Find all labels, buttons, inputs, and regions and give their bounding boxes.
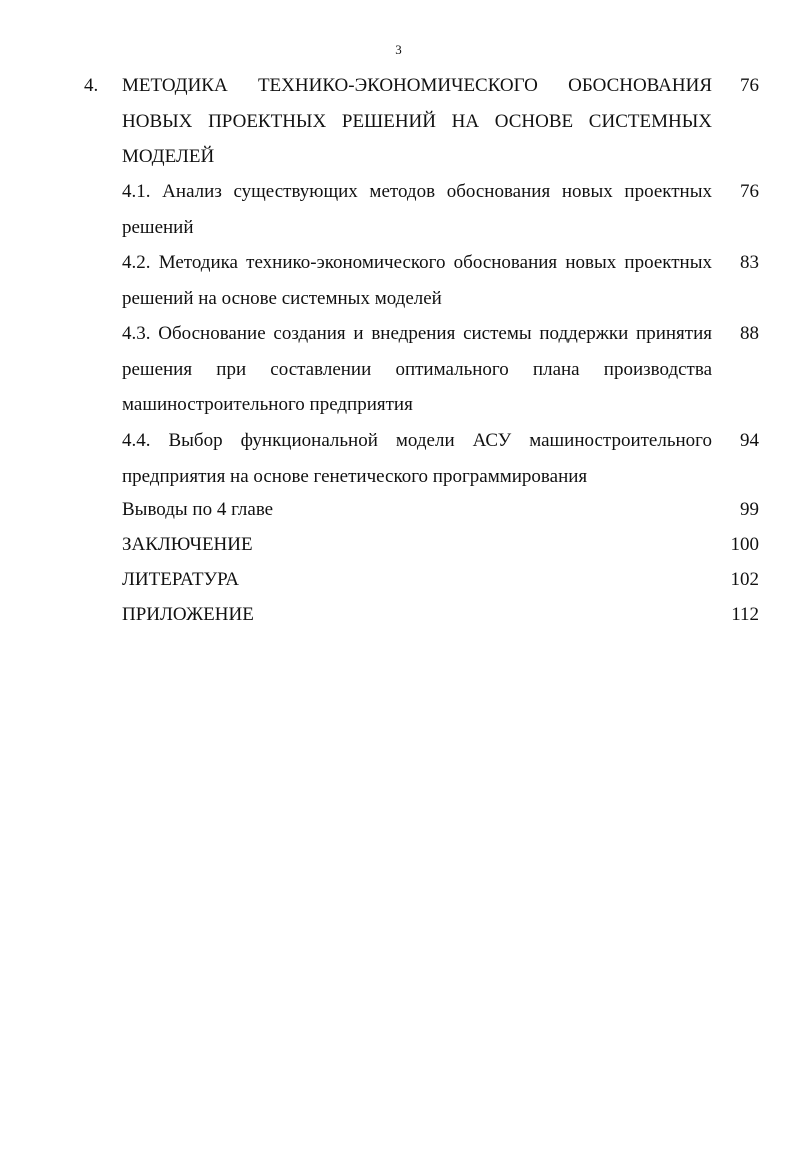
section-page: 83: [740, 252, 759, 273]
section-page: 88: [740, 323, 759, 344]
section-title: 4.3. Обоснование создания и внедрения системы поддержки принятия решения при составлении оптимального плана производства машиностроительного предприятия: [122, 323, 712, 415]
entry-page: 112: [731, 604, 759, 625]
entry-title: Выводы по 4 главе: [122, 499, 274, 520]
section-title: 4.1. Анализ существующих методов обоснования новых проектных решений: [122, 181, 712, 238]
chapter-page: 76: [740, 75, 759, 96]
entry-title: ЗАКЛЮЧЕНИЕ: [122, 534, 253, 555]
chapter-title: МЕТОДИКА ТЕХНИКО-ЭКОНОМИЧЕСКОГО ОБОСНОВАНИЯ НОВЫХ ПРОЕКТНЫХ РЕШЕНИЙ НА ОСНОВЕ СИСТЕМНЫХ МОДЕЛЕЙ: [122, 75, 712, 167]
entry-title: ПРИЛОЖЕНИЕ: [122, 604, 254, 625]
page-number: 3: [395, 42, 402, 57]
section-page: 76: [740, 181, 759, 202]
section-title: 4.4. Выбор функциональной модели АСУ машиностроительного предприятия на основе генетического программирования: [122, 430, 712, 487]
entry-title: ЛИТЕРАТУРА: [122, 569, 239, 590]
chapter-number: 4.: [84, 75, 99, 96]
section-page: 94: [740, 430, 759, 451]
entry-page: 100: [730, 534, 759, 555]
entry-page: 99: [740, 499, 759, 520]
entry-page: 102: [730, 569, 759, 590]
section-title: 4.2. Методика технико-экономического обоснования новых проектных решений на основе системных моделей: [122, 252, 712, 309]
